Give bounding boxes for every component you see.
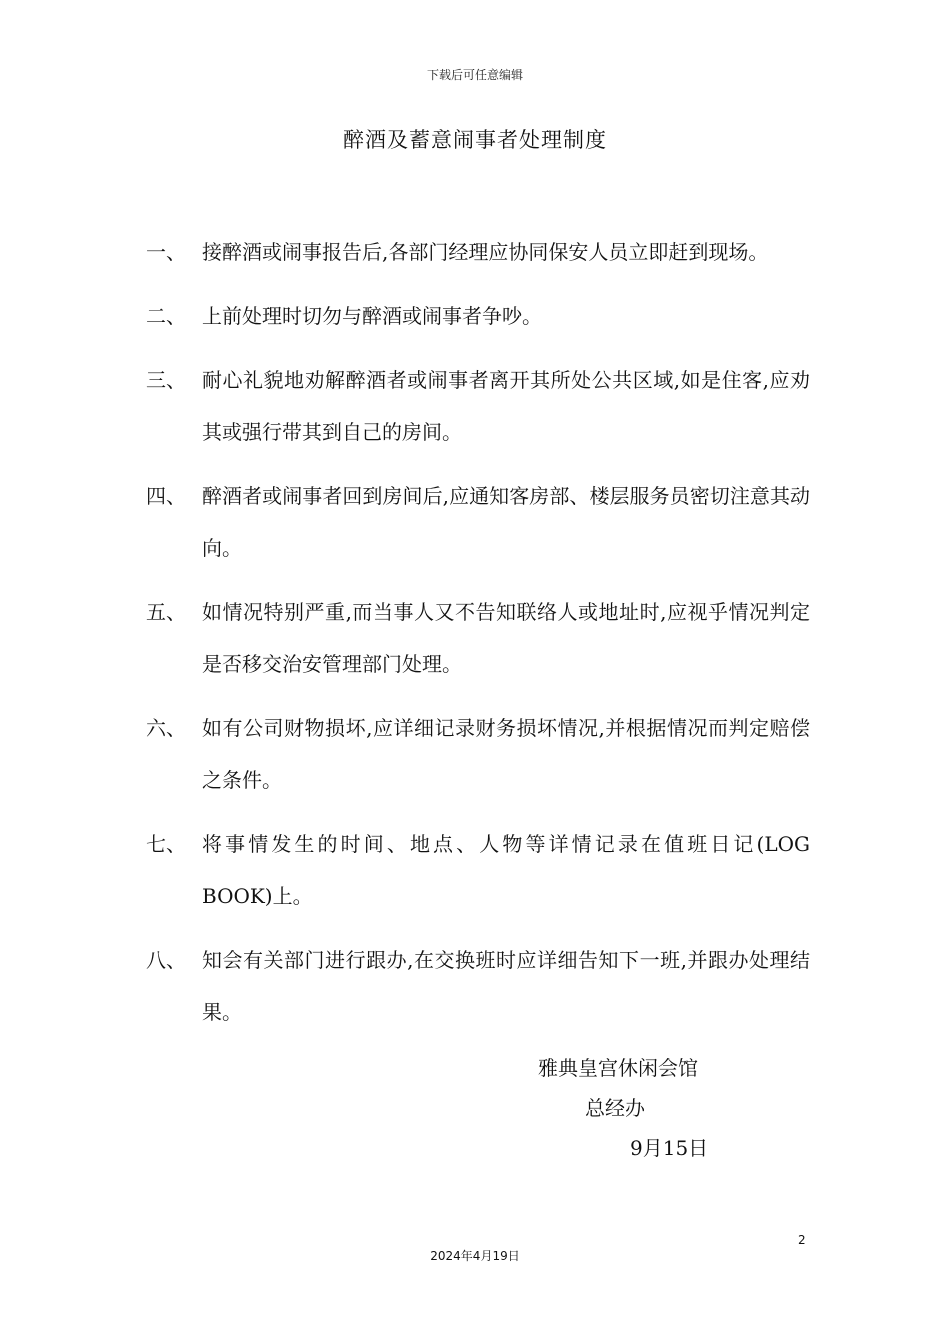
clause-item bbox=[146, 934, 810, 1038]
clause-text: 醉酒者或闹事者回到房间后,应通知客房部、楼层服务员密切注意其动向。 bbox=[202, 484, 810, 560]
clause-number: 五、 bbox=[146, 600, 186, 624]
clause-number: 七、 bbox=[146, 832, 186, 856]
clause-item bbox=[146, 702, 810, 806]
signature-date-text: 9月15日 bbox=[630, 1136, 709, 1160]
footer-date: 2024年4月19日 bbox=[430, 1249, 520, 1263]
clause-text: 如有公司财物损坏,应详细记录财务损坏情况,并根据情况而判定赔偿之条件。 bbox=[202, 716, 810, 792]
clause-text: 将事情发生的时间、地点、人物等详情记录在值班日记(LOG BOOK)上。 bbox=[202, 832, 810, 908]
clause-number: 八、 bbox=[146, 948, 186, 972]
clause-text: 上前处理时切勿与醉酒或闹事者争吵。 bbox=[202, 304, 542, 328]
clause-number: 六、 bbox=[146, 716, 186, 740]
signature-organization-text: 雅典皇宫休闲会馆 bbox=[538, 1056, 698, 1080]
signature-department-text: 总经办 bbox=[585, 1096, 645, 1120]
clause-number: 三、 bbox=[146, 368, 186, 392]
clause-item bbox=[146, 818, 810, 922]
clause-number: 四、 bbox=[146, 484, 186, 508]
clause-text: 知会有关部门进行跟办,在交换班时应详细告知下一班,并跟办处理结果。 bbox=[202, 948, 810, 1024]
document-title: 醉酒及蓄意闹事者处理制度 bbox=[343, 128, 607, 152]
clause-item bbox=[146, 586, 810, 690]
clause-text: 耐心礼貌地劝解醉酒者或闹事者离开其所处公共区域,如是住客,应劝其或强行带其到自己的房间。 bbox=[202, 368, 810, 444]
clause-number: 一、 bbox=[146, 240, 186, 264]
clause-number: 二、 bbox=[146, 304, 186, 328]
clause-item bbox=[146, 470, 810, 574]
clause-text: 接醉酒或闹事报告后,各部门经理应协同保安人员立即赶到现场。 bbox=[202, 240, 769, 264]
clause-list bbox=[146, 226, 810, 1050]
clause-text: 如情况特别严重,而当事人又不告知联络人或地址时,应视乎情况判定是否移交治安管理部门处理。 bbox=[202, 600, 810, 676]
header-note: 下载后可任意编辑 bbox=[426, 68, 523, 82]
clause-item bbox=[146, 354, 810, 458]
clause-item bbox=[146, 290, 810, 342]
page-number: 2 bbox=[798, 1233, 806, 1247]
clause-item bbox=[146, 226, 810, 278]
